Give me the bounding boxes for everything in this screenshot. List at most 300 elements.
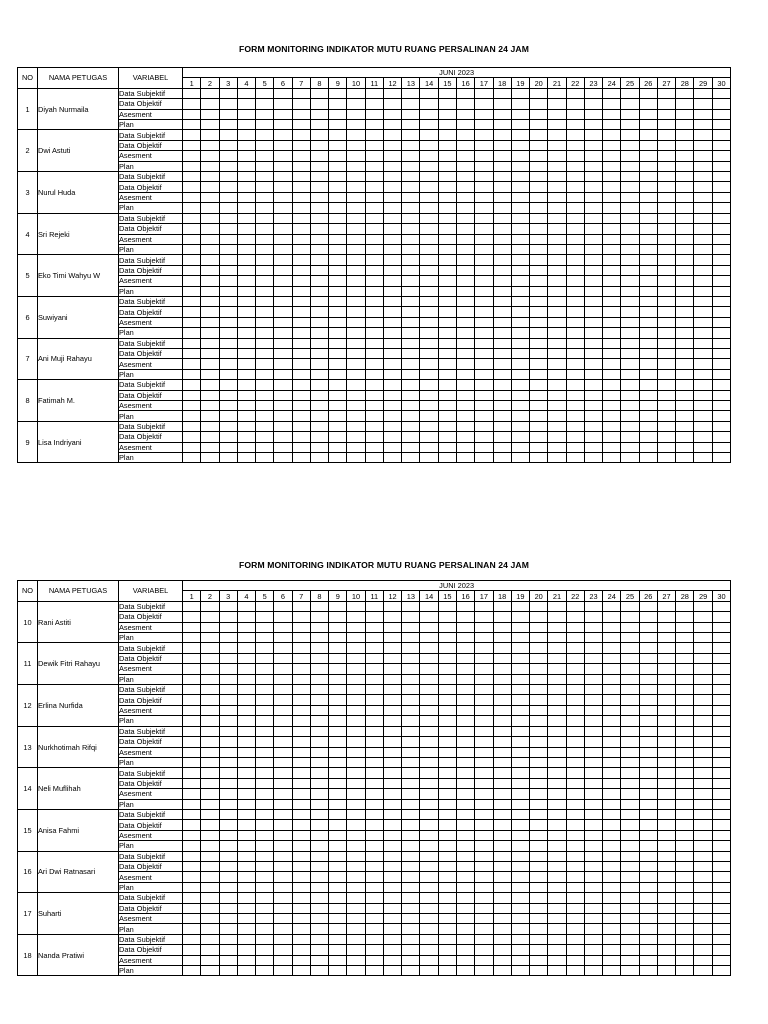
day-cell[interactable] — [530, 664, 548, 674]
day-cell[interactable] — [292, 88, 310, 98]
day-cell[interactable] — [493, 809, 511, 819]
day-cell[interactable] — [548, 768, 566, 778]
day-cell[interactable] — [456, 924, 474, 934]
day-cell[interactable] — [365, 88, 383, 98]
day-cell[interactable] — [676, 737, 694, 747]
day-cell[interactable] — [438, 851, 456, 861]
day-cell[interactable] — [621, 653, 639, 663]
day-cell[interactable] — [511, 411, 529, 421]
day-cell[interactable] — [530, 924, 548, 934]
day-cell[interactable] — [237, 99, 255, 109]
day-cell[interactable] — [347, 903, 365, 913]
day-cell[interactable] — [347, 276, 365, 286]
day-cell[interactable] — [530, 799, 548, 809]
day-cell[interactable] — [639, 369, 657, 379]
day-cell[interactable] — [201, 799, 219, 809]
day-cell[interactable] — [274, 411, 292, 421]
day-cell[interactable] — [219, 945, 237, 955]
day-cell[interactable] — [603, 799, 621, 809]
day-cell[interactable] — [621, 841, 639, 851]
day-cell[interactable] — [219, 401, 237, 411]
day-cell[interactable] — [657, 851, 675, 861]
day-cell[interactable] — [347, 924, 365, 934]
day-cell[interactable] — [712, 789, 731, 799]
day-cell[interactable] — [219, 317, 237, 327]
day-cell[interactable] — [676, 151, 694, 161]
day-cell[interactable] — [621, 234, 639, 244]
day-cell[interactable] — [676, 120, 694, 130]
day-cell[interactable] — [256, 453, 274, 463]
day-cell[interactable] — [456, 244, 474, 254]
day-cell[interactable] — [402, 955, 420, 965]
day-cell[interactable] — [274, 151, 292, 161]
day-cell[interactable] — [566, 401, 584, 411]
day-cell[interactable] — [420, 747, 438, 757]
day-cell[interactable] — [712, 380, 731, 390]
day-cell[interactable] — [456, 88, 474, 98]
day-cell[interactable] — [201, 421, 219, 431]
day-cell[interactable] — [310, 695, 328, 705]
day-cell[interactable] — [493, 966, 511, 976]
day-cell[interactable] — [530, 348, 548, 358]
day-cell[interactable] — [329, 861, 347, 871]
day-cell[interactable] — [475, 934, 493, 944]
day-cell[interactable] — [402, 882, 420, 892]
day-cell[interactable] — [365, 411, 383, 421]
day-cell[interactable] — [183, 841, 201, 851]
day-cell[interactable] — [365, 140, 383, 150]
day-cell[interactable] — [438, 695, 456, 705]
day-cell[interactable] — [365, 348, 383, 358]
day-cell[interactable] — [621, 421, 639, 431]
day-cell[interactable] — [365, 338, 383, 348]
day-cell[interactable] — [438, 432, 456, 442]
day-cell[interactable] — [493, 612, 511, 622]
day-cell[interactable] — [256, 255, 274, 265]
day-cell[interactable] — [712, 768, 731, 778]
day-cell[interactable] — [402, 359, 420, 369]
day-cell[interactable] — [584, 695, 602, 705]
day-cell[interactable] — [219, 328, 237, 338]
day-cell[interactable] — [420, 633, 438, 643]
day-cell[interactable] — [548, 203, 566, 213]
day-cell[interactable] — [237, 130, 255, 140]
day-cell[interactable] — [657, 716, 675, 726]
day-cell[interactable] — [365, 172, 383, 182]
day-cell[interactable] — [329, 778, 347, 788]
day-cell[interactable] — [402, 747, 420, 757]
day-cell[interactable] — [292, 120, 310, 130]
day-cell[interactable] — [183, 903, 201, 913]
day-cell[interactable] — [329, 276, 347, 286]
day-cell[interactable] — [329, 338, 347, 348]
day-cell[interactable] — [493, 130, 511, 140]
day-cell[interactable] — [329, 348, 347, 358]
day-cell[interactable] — [530, 695, 548, 705]
day-cell[interactable] — [237, 841, 255, 851]
day-cell[interactable] — [694, 924, 712, 934]
day-cell[interactable] — [712, 674, 731, 684]
day-cell[interactable] — [183, 369, 201, 379]
day-cell[interactable] — [694, 172, 712, 182]
day-cell[interactable] — [310, 307, 328, 317]
day-cell[interactable] — [712, 192, 731, 202]
day-cell[interactable] — [548, 705, 566, 715]
day-cell[interactable] — [566, 893, 584, 903]
day-cell[interactable] — [511, 213, 529, 223]
day-cell[interactable] — [712, 893, 731, 903]
day-cell[interactable] — [183, 442, 201, 452]
day-cell[interactable] — [712, 716, 731, 726]
day-cell[interactable] — [383, 716, 401, 726]
day-cell[interactable] — [694, 934, 712, 944]
day-cell[interactable] — [657, 296, 675, 306]
day-cell[interactable] — [493, 934, 511, 944]
day-cell[interactable] — [402, 348, 420, 358]
day-cell[interactable] — [584, 799, 602, 809]
day-cell[interactable] — [274, 924, 292, 934]
day-cell[interactable] — [183, 255, 201, 265]
day-cell[interactable] — [603, 203, 621, 213]
day-cell[interactable] — [420, 882, 438, 892]
day-cell[interactable] — [584, 109, 602, 119]
day-cell[interactable] — [493, 307, 511, 317]
day-cell[interactable] — [237, 934, 255, 944]
day-cell[interactable] — [420, 955, 438, 965]
day-cell[interactable] — [365, 255, 383, 265]
day-cell[interactable] — [201, 966, 219, 976]
day-cell[interactable] — [603, 265, 621, 275]
day-cell[interactable] — [621, 851, 639, 861]
day-cell[interactable] — [310, 809, 328, 819]
day-cell[interactable] — [456, 830, 474, 840]
day-cell[interactable] — [402, 453, 420, 463]
day-cell[interactable] — [219, 653, 237, 663]
day-cell[interactable] — [584, 924, 602, 934]
day-cell[interactable] — [383, 757, 401, 767]
day-cell[interactable] — [256, 799, 274, 809]
day-cell[interactable] — [530, 737, 548, 747]
day-cell[interactable] — [676, 401, 694, 411]
day-cell[interactable] — [530, 653, 548, 663]
day-cell[interactable] — [365, 401, 383, 411]
day-cell[interactable] — [548, 685, 566, 695]
day-cell[interactable] — [310, 432, 328, 442]
day-cell[interactable] — [511, 161, 529, 171]
day-cell[interactable] — [201, 255, 219, 265]
day-cell[interactable] — [237, 432, 255, 442]
day-cell[interactable] — [183, 768, 201, 778]
day-cell[interactable] — [566, 830, 584, 840]
day-cell[interactable] — [237, 172, 255, 182]
day-cell[interactable] — [237, 799, 255, 809]
day-cell[interactable] — [329, 747, 347, 757]
day-cell[interactable] — [292, 633, 310, 643]
day-cell[interactable] — [256, 234, 274, 244]
day-cell[interactable] — [456, 893, 474, 903]
day-cell[interactable] — [676, 726, 694, 736]
day-cell[interactable] — [274, 172, 292, 182]
day-cell[interactable] — [475, 799, 493, 809]
day-cell[interactable] — [402, 695, 420, 705]
day-cell[interactable] — [621, 716, 639, 726]
day-cell[interactable] — [493, 903, 511, 913]
day-cell[interactable] — [365, 453, 383, 463]
day-cell[interactable] — [183, 432, 201, 442]
day-cell[interactable] — [383, 633, 401, 643]
day-cell[interactable] — [603, 861, 621, 871]
day-cell[interactable] — [310, 955, 328, 965]
day-cell[interactable] — [310, 882, 328, 892]
day-cell[interactable] — [420, 737, 438, 747]
day-cell[interactable] — [292, 130, 310, 140]
day-cell[interactable] — [694, 328, 712, 338]
day-cell[interactable] — [493, 851, 511, 861]
day-cell[interactable] — [219, 809, 237, 819]
day-cell[interactable] — [566, 317, 584, 327]
day-cell[interactable] — [657, 643, 675, 653]
day-cell[interactable] — [383, 130, 401, 140]
day-cell[interactable] — [584, 338, 602, 348]
day-cell[interactable] — [183, 213, 201, 223]
day-cell[interactable] — [676, 757, 694, 767]
day-cell[interactable] — [493, 955, 511, 965]
day-cell[interactable] — [256, 109, 274, 119]
day-cell[interactable] — [183, 934, 201, 944]
day-cell[interactable] — [383, 421, 401, 431]
day-cell[interactable] — [639, 276, 657, 286]
day-cell[interactable] — [511, 182, 529, 192]
day-cell[interactable] — [603, 390, 621, 400]
day-cell[interactable] — [584, 841, 602, 851]
day-cell[interactable] — [274, 234, 292, 244]
day-cell[interactable] — [438, 768, 456, 778]
day-cell[interactable] — [183, 685, 201, 695]
day-cell[interactable] — [256, 841, 274, 851]
day-cell[interactable] — [219, 789, 237, 799]
day-cell[interactable] — [347, 328, 365, 338]
day-cell[interactable] — [402, 685, 420, 695]
day-cell[interactable] — [712, 799, 731, 809]
day-cell[interactable] — [493, 421, 511, 431]
day-cell[interactable] — [566, 307, 584, 317]
day-cell[interactable] — [475, 882, 493, 892]
day-cell[interactable] — [310, 820, 328, 830]
day-cell[interactable] — [676, 872, 694, 882]
day-cell[interactable] — [256, 622, 274, 632]
day-cell[interactable] — [183, 401, 201, 411]
day-cell[interactable] — [694, 830, 712, 840]
day-cell[interactable] — [621, 612, 639, 622]
day-cell[interactable] — [475, 757, 493, 767]
day-cell[interactable] — [237, 737, 255, 747]
day-cell[interactable] — [603, 286, 621, 296]
day-cell[interactable] — [548, 914, 566, 924]
day-cell[interactable] — [511, 778, 529, 788]
day-cell[interactable] — [347, 882, 365, 892]
day-cell[interactable] — [402, 328, 420, 338]
day-cell[interactable] — [694, 872, 712, 882]
day-cell[interactable] — [694, 348, 712, 358]
day-cell[interactable] — [639, 851, 657, 861]
day-cell[interactable] — [383, 872, 401, 882]
day-cell[interactable] — [274, 140, 292, 150]
day-cell[interactable] — [438, 172, 456, 182]
day-cell[interactable] — [584, 192, 602, 202]
day-cell[interactable] — [511, 841, 529, 851]
day-cell[interactable] — [603, 924, 621, 934]
day-cell[interactable] — [438, 872, 456, 882]
day-cell[interactable] — [292, 244, 310, 254]
day-cell[interactable] — [201, 955, 219, 965]
day-cell[interactable] — [237, 421, 255, 431]
day-cell[interactable] — [402, 633, 420, 643]
day-cell[interactable] — [657, 778, 675, 788]
day-cell[interactable] — [420, 380, 438, 390]
day-cell[interactable] — [694, 716, 712, 726]
day-cell[interactable] — [676, 182, 694, 192]
day-cell[interactable] — [566, 276, 584, 286]
day-cell[interactable] — [603, 213, 621, 223]
day-cell[interactable] — [274, 778, 292, 788]
day-cell[interactable] — [475, 778, 493, 788]
day-cell[interactable] — [365, 737, 383, 747]
day-cell[interactable] — [274, 161, 292, 171]
day-cell[interactable] — [566, 99, 584, 109]
day-cell[interactable] — [256, 695, 274, 705]
day-cell[interactable] — [219, 903, 237, 913]
day-cell[interactable] — [310, 286, 328, 296]
day-cell[interactable] — [493, 390, 511, 400]
day-cell[interactable] — [639, 265, 657, 275]
day-cell[interactable] — [603, 224, 621, 234]
day-cell[interactable] — [383, 234, 401, 244]
day-cell[interactable] — [219, 695, 237, 705]
day-cell[interactable] — [183, 338, 201, 348]
day-cell[interactable] — [292, 705, 310, 715]
day-cell[interactable] — [438, 685, 456, 695]
day-cell[interactable] — [274, 830, 292, 840]
day-cell[interactable] — [694, 861, 712, 871]
day-cell[interactable] — [219, 307, 237, 317]
day-cell[interactable] — [548, 348, 566, 358]
day-cell[interactable] — [310, 622, 328, 632]
day-cell[interactable] — [621, 88, 639, 98]
day-cell[interactable] — [329, 695, 347, 705]
day-cell[interactable] — [694, 966, 712, 976]
day-cell[interactable] — [183, 348, 201, 358]
day-cell[interactable] — [511, 255, 529, 265]
day-cell[interactable] — [603, 601, 621, 611]
day-cell[interactable] — [475, 182, 493, 192]
day-cell[interactable] — [201, 203, 219, 213]
day-cell[interactable] — [456, 726, 474, 736]
day-cell[interactable] — [584, 140, 602, 150]
day-cell[interactable] — [183, 705, 201, 715]
day-cell[interactable] — [292, 192, 310, 202]
day-cell[interactable] — [383, 286, 401, 296]
day-cell[interactable] — [256, 674, 274, 684]
day-cell[interactable] — [420, 421, 438, 431]
day-cell[interactable] — [256, 172, 274, 182]
day-cell[interactable] — [511, 317, 529, 327]
day-cell[interactable] — [621, 265, 639, 275]
day-cell[interactable] — [292, 893, 310, 903]
day-cell[interactable] — [694, 726, 712, 736]
day-cell[interactable] — [712, 820, 731, 830]
day-cell[interactable] — [584, 234, 602, 244]
day-cell[interactable] — [584, 747, 602, 757]
day-cell[interactable] — [383, 841, 401, 851]
day-cell[interactable] — [310, 88, 328, 98]
day-cell[interactable] — [201, 432, 219, 442]
day-cell[interactable] — [438, 841, 456, 851]
day-cell[interactable] — [566, 685, 584, 695]
day-cell[interactable] — [201, 747, 219, 757]
day-cell[interactable] — [438, 442, 456, 452]
day-cell[interactable] — [329, 120, 347, 130]
day-cell[interactable] — [584, 778, 602, 788]
day-cell[interactable] — [310, 328, 328, 338]
day-cell[interactable] — [256, 737, 274, 747]
day-cell[interactable] — [438, 317, 456, 327]
day-cell[interactable] — [603, 161, 621, 171]
day-cell[interactable] — [237, 664, 255, 674]
day-cell[interactable] — [383, 789, 401, 799]
day-cell[interactable] — [201, 914, 219, 924]
day-cell[interactable] — [219, 893, 237, 903]
day-cell[interactable] — [365, 244, 383, 254]
day-cell[interactable] — [548, 421, 566, 431]
day-cell[interactable] — [603, 182, 621, 192]
day-cell[interactable] — [548, 255, 566, 265]
day-cell[interactable] — [603, 369, 621, 379]
day-cell[interactable] — [639, 192, 657, 202]
day-cell[interactable] — [603, 380, 621, 390]
day-cell[interactable] — [530, 601, 548, 611]
day-cell[interactable] — [657, 411, 675, 421]
day-cell[interactable] — [201, 934, 219, 944]
day-cell[interactable] — [712, 338, 731, 348]
day-cell[interactable] — [603, 172, 621, 182]
day-cell[interactable] — [511, 120, 529, 130]
day-cell[interactable] — [310, 945, 328, 955]
day-cell[interactable] — [274, 747, 292, 757]
day-cell[interactable] — [310, 612, 328, 622]
day-cell[interactable] — [256, 99, 274, 109]
day-cell[interactable] — [310, 893, 328, 903]
day-cell[interactable] — [712, 622, 731, 632]
day-cell[interactable] — [548, 401, 566, 411]
day-cell[interactable] — [237, 411, 255, 421]
day-cell[interactable] — [365, 820, 383, 830]
day-cell[interactable] — [676, 192, 694, 202]
day-cell[interactable] — [511, 369, 529, 379]
day-cell[interactable] — [621, 328, 639, 338]
day-cell[interactable] — [657, 903, 675, 913]
day-cell[interactable] — [183, 182, 201, 192]
day-cell[interactable] — [365, 643, 383, 653]
day-cell[interactable] — [621, 203, 639, 213]
day-cell[interactable] — [383, 924, 401, 934]
day-cell[interactable] — [603, 674, 621, 684]
day-cell[interactable] — [438, 601, 456, 611]
day-cell[interactable] — [383, 799, 401, 809]
day-cell[interactable] — [493, 643, 511, 653]
day-cell[interactable] — [639, 914, 657, 924]
day-cell[interactable] — [456, 453, 474, 463]
day-cell[interactable] — [548, 224, 566, 234]
